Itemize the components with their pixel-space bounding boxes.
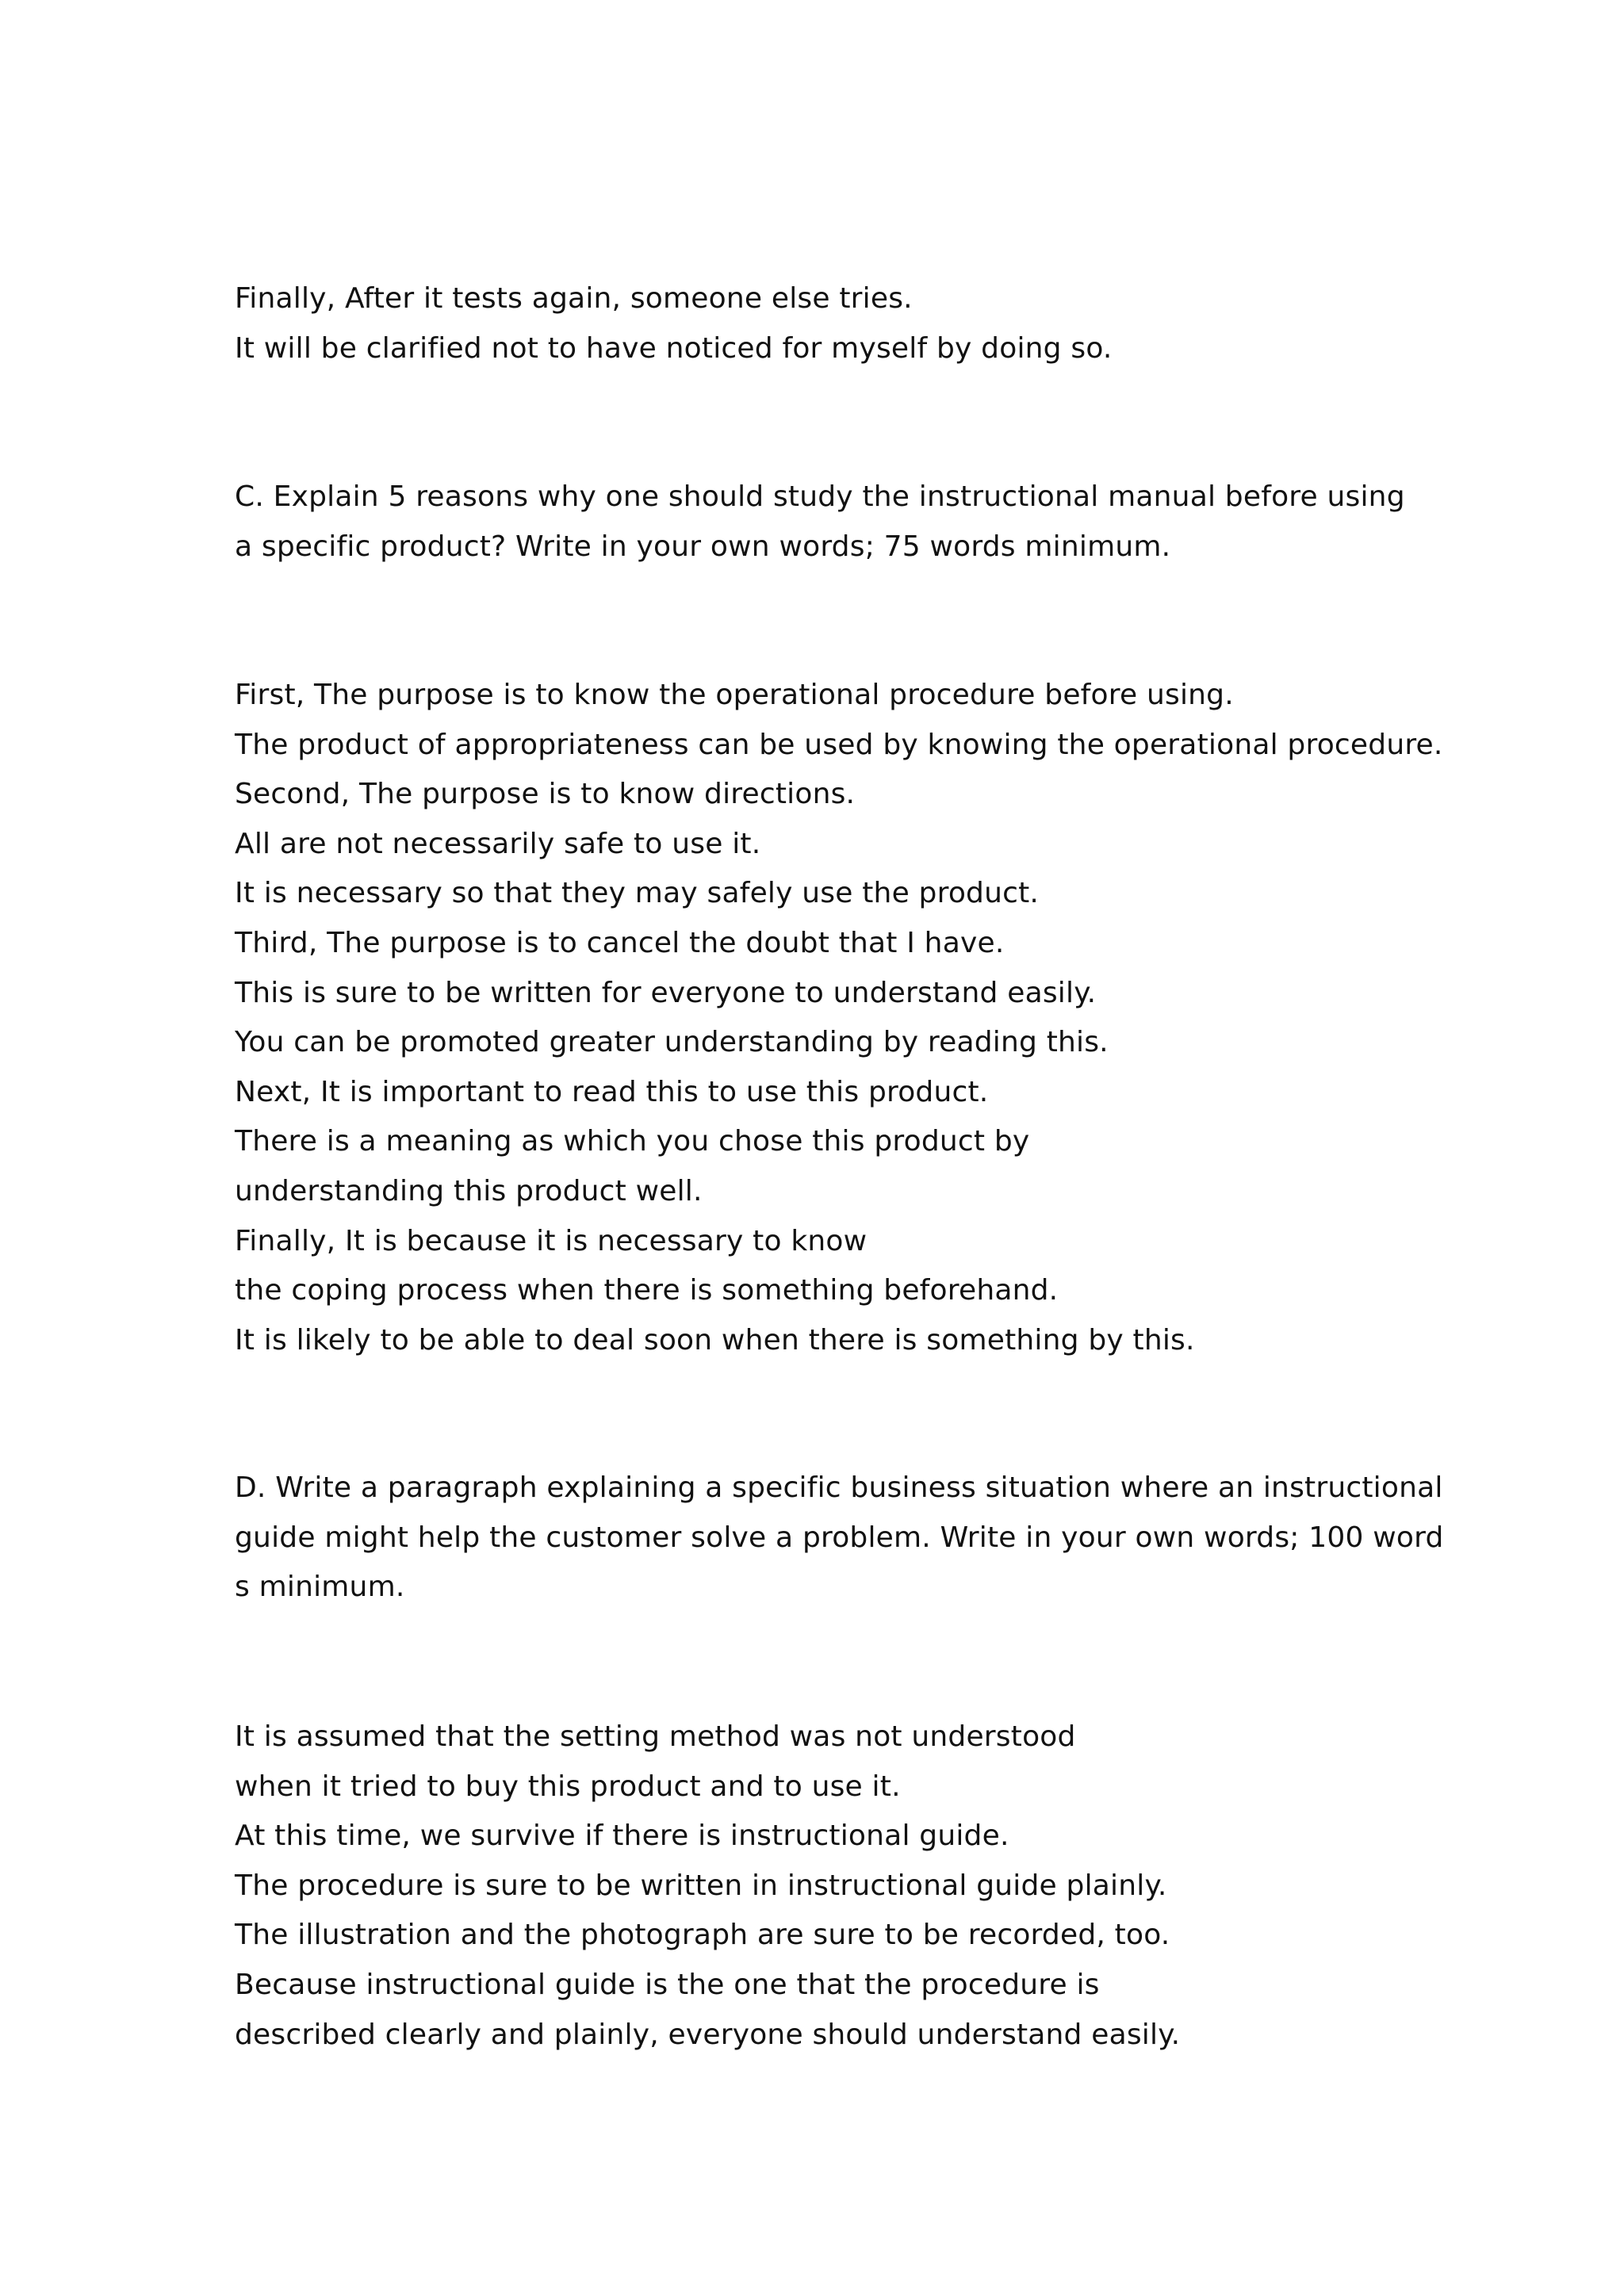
text-line: Next, It is important to read this to use this product. (235, 1075, 989, 1108)
text-line: It is likely to be able to deal soon when there is something by this. (235, 1323, 1195, 1357)
text-line: There is a meaning as which you chose this product by (235, 1125, 1030, 1158)
text-line: First, The purpose is to know the operational procedure before using. (235, 679, 1234, 711)
text-line: Second, The purpose is to know directions. (235, 778, 856, 811)
text-line: Finally, After it tests again, someone else tries. (235, 282, 913, 315)
text-line: understanding this product well. (235, 1174, 703, 1207)
text-line: The procedure is sure to be written in instructional guide plainly. (235, 1869, 1167, 1902)
text-line: The product of appropriateness can be used by knowing the operational procedure. (235, 728, 1443, 761)
text-line: The illustration and the photograph are sure to be recorded, too. (235, 1919, 1170, 1952)
text-line: It is assumed that the setting method was not understood (235, 1720, 1076, 1753)
text-line: It will be clarified not to have noticed for myself by doing so. (235, 331, 1113, 365)
text-line: You can be promoted greater understanding by reading this. (235, 1026, 1109, 1059)
question-c (235, 473, 1424, 572)
question-line: s minimum. (235, 1571, 405, 1604)
question-line: C. Explain 5 reasons why one should study the instructional manual before using (235, 480, 1405, 513)
question-line: a specific product? Write in your own words; 75 words minimum. (235, 530, 1171, 563)
text-line: It is necessary so that they may safely use the product. (235, 877, 1040, 910)
answer-b-ending (235, 274, 1424, 373)
question-line: D. Write a paragraph explaining a specific business situation where an instructional (235, 1471, 1443, 1504)
text-line: when it tried to buy this product and to use it. (235, 1770, 901, 1803)
text-line: This is sure to be written for everyone to understand easily. (235, 976, 1097, 1009)
text-line: All are not necessarily safe to use it. (235, 827, 761, 860)
text-line: At this time, we survive if there is instructional guide. (235, 1820, 1009, 1853)
question-line: guide might help the customer solve a problem. Write in your own words; 100 word (235, 1521, 1444, 1554)
question-d (235, 1464, 1444, 1613)
text-line: Finally, It is because it is necessary to know (235, 1224, 868, 1257)
text-line: the coping process when there is something beforehand. (235, 1274, 1059, 1307)
text-line: Third, The purpose is to cancel the doubt that I have. (235, 926, 1005, 959)
answer-c (235, 671, 1443, 1365)
answer-d (235, 1712, 1424, 2060)
text-line: described clearly and plainly, everyone should understand easily. (235, 2018, 1181, 2051)
text-line: Because instructional guide is the one that the procedure is (235, 1968, 1100, 2001)
